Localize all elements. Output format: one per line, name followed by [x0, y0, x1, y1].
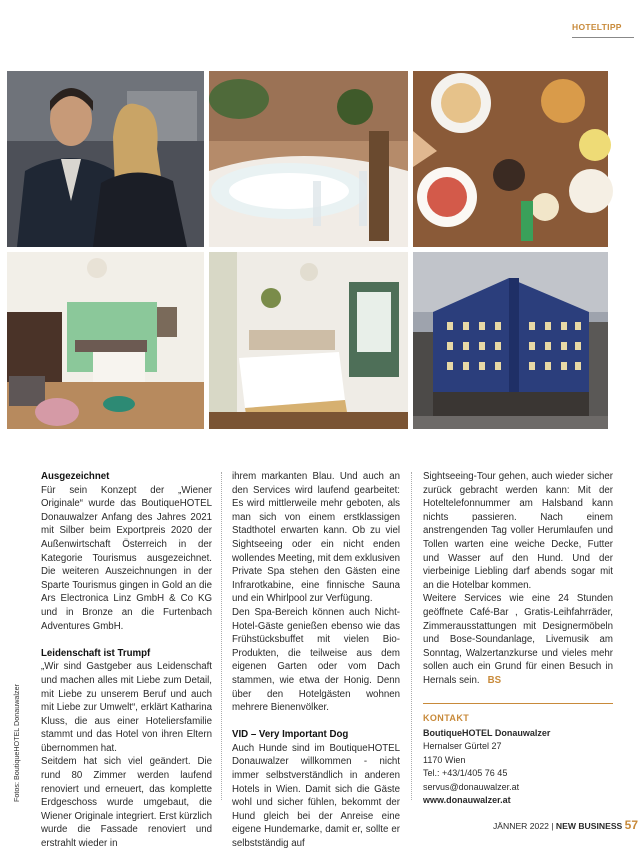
paragraph: Sightseeing-Tour gehen, auch wieder sicher zurück gebracht werden kann: Mit der Hoteltelefonnummer am Halsband kann nichts passieren. Nach einem anstrengenden Tag voller Herumlaufen und Tollen warten eine weiche Decke, Futter und Wasser auf den Hund. Und der vierbeinige Liebling darf abends sogar mit an die Hotelbar kommen. — [423, 471, 613, 591]
heading-vid: VID – Very Important Dog — [232, 729, 349, 741]
column-1 — [41, 470, 212, 851]
magazine-name: NEW BUSINESS — [555, 821, 623, 831]
contact-street: Hernalser Gürtel 27 — [423, 741, 502, 752]
paragraph-text: Weitere Services wie eine 24 Stunden geöffnete Café-Bar , Gratis-Leihfahrräder, Zimmerausstattungen mit Designermöbeln und Bose-Soundanlage, Livemusik am Sonntag, Walzertanzkurse und vieles mehr sollen auch ein Grund für einen Besuch in Hernals sein. — [423, 593, 613, 686]
contact-website[interactable]: www.donauwalzer.at — [423, 795, 511, 806]
paragraph — [423, 592, 613, 687]
page-number: 57 — [624, 818, 638, 832]
owners-photo — [7, 71, 204, 247]
hotel-exterior-photo — [413, 252, 608, 429]
photo-credit: Fotos: BoutiqueHOTEL Donauwalzer — [12, 684, 21, 802]
column-2 — [232, 470, 400, 851]
column-divider — [411, 472, 412, 800]
contact-phone: Tel.: +43/1/405 76 45 — [423, 768, 508, 779]
contact-name: BoutiqueHOTEL Donauwalzer — [423, 728, 551, 738]
contact-heading: KONTAKT — [423, 713, 470, 723]
author-signature: BS — [487, 674, 502, 686]
heading-leidenschaft: Leidenschaft ist Trumpf — [41, 647, 151, 659]
column-divider — [221, 472, 222, 800]
photo-grid — [7, 71, 608, 429]
contact-box — [423, 703, 613, 807]
footer-separator: | — [551, 821, 554, 831]
issue-date: JÄNNER 2022 — [493, 821, 549, 831]
contact-city: 1170 Wien — [423, 754, 466, 765]
paragraph: „Wir sind Gastgeber aus Leidenschaft und machen alles mit Liebe zum Detail, mit Liebe zu unserem Beruf und auch mit Liebe zur Umwelt“, erklärt Katharina Kluss, die aus einer Hoteliersfamilie stammt und das Hotel von ihren Eltern übernommen hat. — [41, 661, 212, 754]
section-header — [572, 22, 634, 38]
section-label: HOTELTIPP — [572, 22, 634, 38]
paragraph: Für sein Konzept der „Wiener Originale“ wurde das BoutiqueHOTEL Donauwalzer Anfang des Jahres 2021 mit Silber beim Exportpreis 2020 der Außenwirtschaft Österreich in der Kategorie Tourismus ausgezeichnet. Die weiteren Auszeichnungen in der Sparte Tourismus gingen in Gold an die Ars Electronica Linz GmbH & Co KG und in Bronze an die Furtenbach Adventures GmbH. — [41, 484, 212, 632]
whirlpool-photo — [209, 71, 408, 247]
room-bed-photo — [209, 252, 408, 429]
heading-ausgezeichnet: Ausgezeichnet — [41, 471, 110, 482]
column-3 — [423, 470, 613, 688]
paragraph: Seitdem hat sich viel geändert. Die rund 80 Zimmer werden laufend renoviert und erneuert, das komplette Erdgeschoss wurde umgebaut, die Wiener Originale integriert. Erst kürzlich wurde die Fassade renoviert und erstrahlt wieder in — [41, 756, 212, 850]
paragraph: Den Spa-Bereich können auch Nicht-Hotel-Gäste genießen ebenso wie das Frühstücksbuffet mit vielen Bio-Produkten, die teilweise aus dem eigenen Garten oder vom Dach stammen, wie etwa der Honig. Denn über den Hotelgästen wohnen mehrere Bienenvölker. — [232, 606, 400, 714]
room-green-photo — [7, 252, 204, 429]
paragraph: ihrem markanten Blau. Und auch an den Services wird laufend gearbeitet: Es wird mittlerweile mehr geboten, als man sich von einem erstklassigen Stadthotel erwarten kann. Ob zu viel Sightseeing oder ein nicht enden wollendes Meeting, mit dem exklusiven Private Spa stehen den Gästen eine Infrarotkabine, eine finnische Sauna und ein Whirlpool zur Verfügung. — [232, 471, 400, 605]
breakfast-photo — [413, 71, 608, 247]
page-footer — [493, 818, 638, 832]
paragraph: Auch Hunde sind im BoutiqueHOTEL Donauwalzer willkommen - nicht immer selbstverständlich in anderen Hotels in Wien. Damit sich die Gäste wohl und sicher fühlen, bekommt der Hund gleich bei der Anreise eine eigene Hundemarke, damit er, sollte er selbstständig auf — [232, 742, 400, 850]
contact-email[interactable]: servus@donauwalzer.at — [423, 781, 520, 792]
